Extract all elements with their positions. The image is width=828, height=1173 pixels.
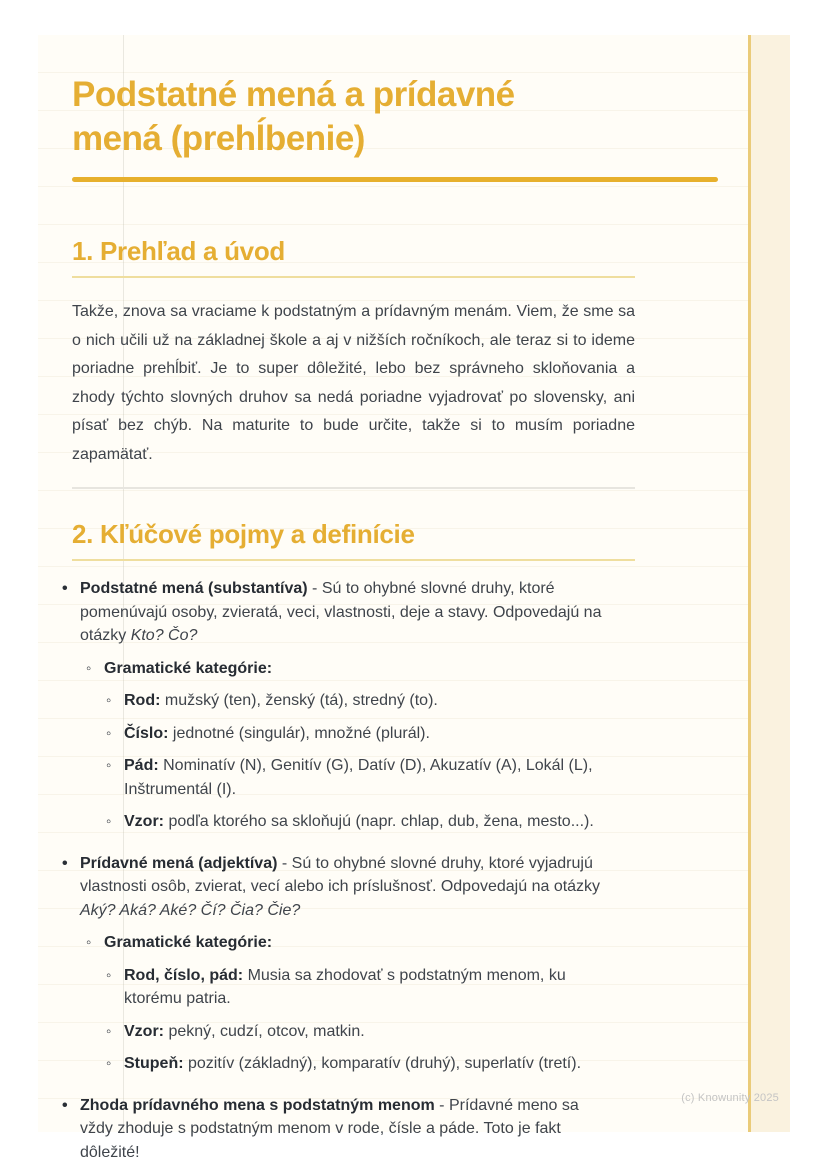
section-divider <box>72 487 635 489</box>
term-italic: Kto? Čo? <box>130 627 198 644</box>
term-text: podľa ktorého sa skloňujú (napr. chlap, dub, žena, mesto...). <box>164 813 594 830</box>
term-bold: Vzor: <box>124 813 164 830</box>
list-item <box>60 852 616 923</box>
note-page <box>38 35 790 1161</box>
title-rule <box>72 177 718 182</box>
term-text: - Prídavné meno sa vždy zhoduje s podstatným menom v rode, čísle a páde. Toto je fakt dôležité! <box>80 1096 579 1161</box>
term-bold: Číslo: <box>124 724 169 742</box>
intro-paragraph: Takže, znova sa vraciame k podstatným a prídavným menám. Viem, že sme sa o nich učili už na základnej škole a aj v nižších ročníkoch, ale teraz si to ideme poriadne prehĺbiť. Je to super dôležité, lebo bez správneho skloňovania a zhody týchto slovných druhov sa nedá poriadne vyjadrovať po slovensky, ani písať bez chýb. Na maturite to bude určite, takže si to musím poriadne zapamätať. <box>72 303 635 463</box>
term-text: Musia sa zhodovať s podstatným menom, ku ktorému patria. <box>124 966 566 1007</box>
section-overview <box>72 234 752 469</box>
term-text: Nominatív (N), Genitív (G), Datív (D), Akuzatív (A), Lokál (L), Inštrumentál (I). <box>124 757 593 798</box>
section-heading-1: 1. Prehľad a úvod <box>72 234 635 278</box>
term-bold: Pád: <box>124 757 159 774</box>
list-item <box>60 1052 616 1076</box>
page-title: Podstatné mená a prídavné mená (prehĺbenie) <box>72 75 515 158</box>
term-italic: Aký? Aká? Aké? Čí? Čia? Čie? <box>80 901 301 919</box>
term-text: jednotné (singulár), množné (plurál). <box>168 724 430 742</box>
term-text: - Sú to ohybné slovné druhy, ktoré vyjadrujú vlastnosti osôb, zvierat, vecí alebo ich príslušnosť. Odpovedajú na otázky <box>80 854 601 895</box>
list-item <box>60 1020 616 1044</box>
list-item <box>60 754 616 801</box>
term-text: pekný, cudzí, otcov, matkin. <box>164 1022 365 1040</box>
list-item <box>60 1094 616 1165</box>
page-margin-strip <box>751 35 790 1132</box>
list-item <box>60 689 616 713</box>
list-item <box>60 722 616 746</box>
key-terms-list <box>60 577 616 1164</box>
term-bold: Stupeň: <box>124 1055 184 1072</box>
term-bold: Rod: <box>124 692 161 709</box>
list-item <box>60 577 616 648</box>
document-content <box>72 35 752 1173</box>
term-bold: Gramatické kategórie: <box>104 659 273 677</box>
list-item <box>60 964 616 1011</box>
term-bold: Gramatické kategórie: <box>104 934 273 951</box>
term-bold: Podstatné mená (substantíva) <box>80 580 308 597</box>
term-bold: Vzor: <box>124 1022 164 1040</box>
section-heading-2: 2. Kľúčové pojmy a definície <box>72 517 635 561</box>
term-text: - Sú to ohybné slovné druhy, ktoré pomenúvajú osoby, zvieratá, veci, vlastnosti, deje a stavy. Odpovedajú na otázky <box>80 580 602 644</box>
term-text: mužský (ten), ženský (tá), stredný (to). <box>160 692 438 709</box>
term-bold: Prídavné mená (adjektíva) <box>80 854 278 872</box>
term-bold: Rod, číslo, pád: <box>124 966 244 984</box>
term-bold: Zhoda prídavného mena s podstatným menom <box>80 1096 435 1114</box>
list-item <box>60 810 616 834</box>
list-item <box>60 931 616 955</box>
term-text: pozitív (základný), komparatív (druhý), superlatív (tretí). <box>183 1055 582 1072</box>
list-item <box>60 657 616 681</box>
watermark: (c) Knowunity 2025 <box>681 1092 779 1104</box>
section-key-terms <box>72 517 752 1164</box>
